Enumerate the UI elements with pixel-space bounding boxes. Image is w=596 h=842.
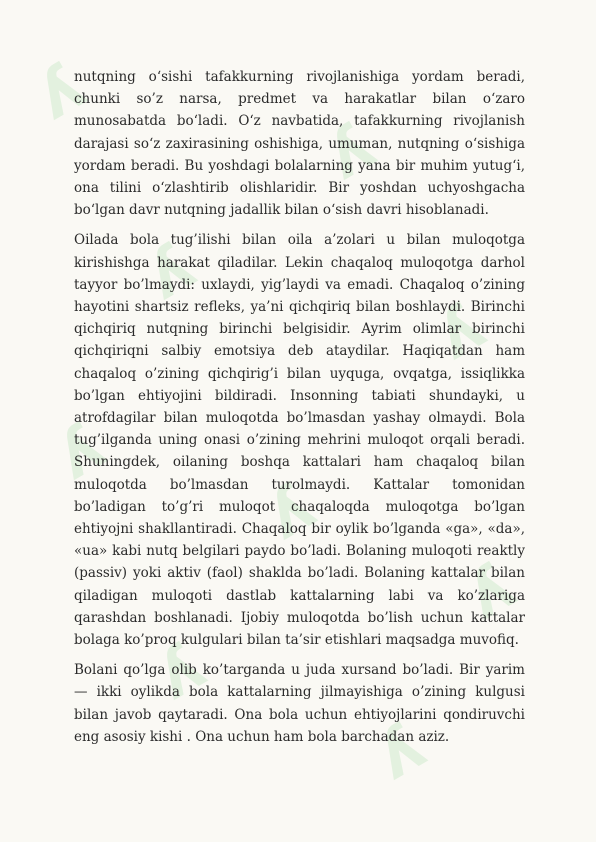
paragraph: Oilada bola tug’ilishi bilan oila a’zolari u bilan muloqotga kirishishga harakat qiladilar. Lekin chaqaloq muloqotga darhol tayyor bo’lmaydi: uxlaydi, yig’laydi va emadi. Chaqaloq o’zining hayotini shartsiz refleks, ya’ni qichqiriq bilan boshlaydi. Birinchi qichqiriq nutqning birinchi belgisidir. Ayrim olimlar birinchi qichqiriqni salbiy emotsiya deb ataydilar. Haqiqatdan ham chaqaloq o’zining qichqirig’i bilan uyquga, ovqatga, issiqlikka bo’lgan ehtiyojini bildiradi. Insonning tabiati shundayki, u atrofdagilar bilan muloqotda bo’lmasdan yashay olmaydi. Bola tug’ilganda uning onasi o’zining mehrini muloqot orqali beradi. Shuningdek, oilaning boshqa kattalari ham chaqaloq bilan muloqotda bo’lmasdan turolmaydi. Kattalar tomonidan bo’ladigan to’g’ri muloqot chaqaloqda muloqotga bo’lgan ehtiyojni shakllantiradi. Chaqaloq bir oylik bo’lganda «ga», «da», «ua» kabi nutq belgilari paydo bo’ladi. Bolaning muloqoti reaktly (passiv) yoki aktiv (faol) shaklda bo’ladi. Bolaning kattalar bilan qiladigan muloqoti dastlab kattalarning labi va ko’zlariga qarashdan boshlanadi. Ijobiy muloqotda bo’lish uchun kattalar bolaga ko’proq kulgulari bilan ta’sir etishlari maqsadga muvofiq. xyxy=(74,232,525,649)
watermark-logo: ʎ xyxy=(314,109,388,195)
watermark-logo: ʎ xyxy=(364,709,438,795)
watermark-logo: ʎ xyxy=(254,469,328,555)
watermark-logo: ʎ xyxy=(454,549,528,635)
watermark-logo: ʎ xyxy=(24,49,98,135)
watermark-logo: ʎ xyxy=(424,289,498,375)
paragraph: nutqning o‘sishi tafakkurning rivojlanishiga yordam beradi, chunki so’z narsa, predmet va harakatlar bilan o‘zaro munosabatda bo‘ladi. O‘z navbatida, tafakkurning rivojlanish darajasi so‘z zaxirasining oshishiga, umuman, nutqning o‘sishiga yordam beradi. Bu yoshdagi bolalarning yana bir muhim yutug‘i, ona tilini o‘zlashtirib olishlaridir. Bir yoshdan uchyoshgacha bo‘lgan davr nutqning jadallik bilan o‘sish davri hisoblanadi. xyxy=(74,69,525,219)
document-page xyxy=(74,66,528,756)
watermark-logo: ʎ xyxy=(144,629,218,715)
watermark-logo: ʎ xyxy=(44,409,118,495)
watermark-logo: ʎ xyxy=(134,229,208,315)
paragraph: Bolani qo’lga olib ko’targanda u juda xursand bo’ladi. Bir yarim — ikki oylikda bola kattalarning jilmayishiga o’zining kulgusi bilan javob qaytaradi. Ona bola uchun ehtiyojlarini qondiruvchi eng asosiy kishi . Ona uchun ham bola barchadan aziz. xyxy=(74,662,525,745)
